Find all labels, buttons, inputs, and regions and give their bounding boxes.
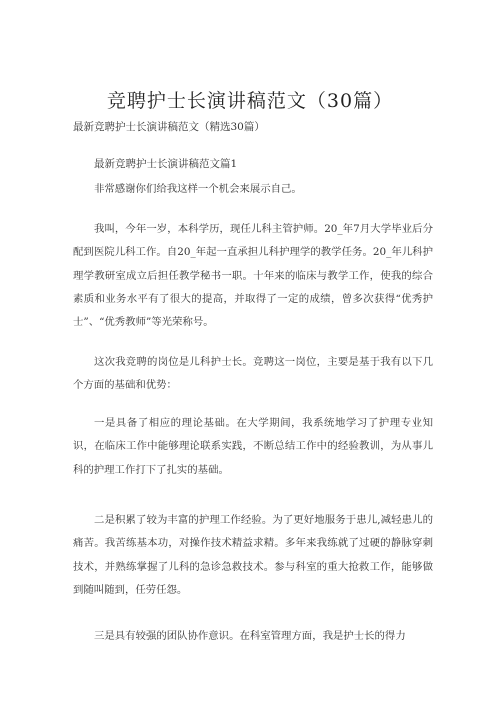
paragraph-thanks: 非常感谢你们给我这样一个机会来展示自己。: [94, 183, 302, 195]
paragraph-introduction: 我叫，今年一岁，本科学历，现任儿科主管护师。20_年7月大学毕业后分配到医院儿科工作。自20_年起一直承担儿科护理学的教学任务。20_年儿科护理学教研室成立后担任教学秘书一职。十年来的临床与教学工作，使我的综合素质和业务水平有了很大的提高，并取得了一定的成绩，曾多次获得“优秀护士”、“优秀教师”等光荣称号。: [73, 223, 433, 329]
section-heading: 最新竞聘护士长演讲稿范文篇1: [94, 158, 238, 170]
paragraph-advantage-2: 二是积累了较为丰富的护理工作经验。为了更好地服务于患儿,减轻患儿的痛苦。我苦练基本功，对操作技术精益求精。多年来我练就了过硬的静脉穿刺技术，并熟练掌握了儿科的急诊急救技术。参与科室的重大抢救工作，能够做到随叫随到，任劳任怨。: [73, 514, 433, 596]
document-title: 竞聘护士长演讲稿范文（30篇）: [106, 90, 394, 112]
paragraph-advantage-3: 三是具有较强的团队协作意识。在科室管理方面，我是护士长的得力: [94, 630, 406, 642]
document-subtitle: 最新竞聘护士长演讲稿范文（精选30篇）: [73, 121, 265, 133]
paragraph-position: 这次我竞聘的岗位是儿科护士长。竞聘这一岗位，主要是基于我有以下几个方面的基础和优势：: [73, 356, 433, 392]
paragraph-advantage-1: 一是具备了相应的理论基础。在大学期间，我系统地学习了护理专业知识，在临床工作中能够理论联系实践，不断总结工作中的经验教训，为从事儿科的护理工作打下了扎实的基础。: [73, 417, 433, 476]
